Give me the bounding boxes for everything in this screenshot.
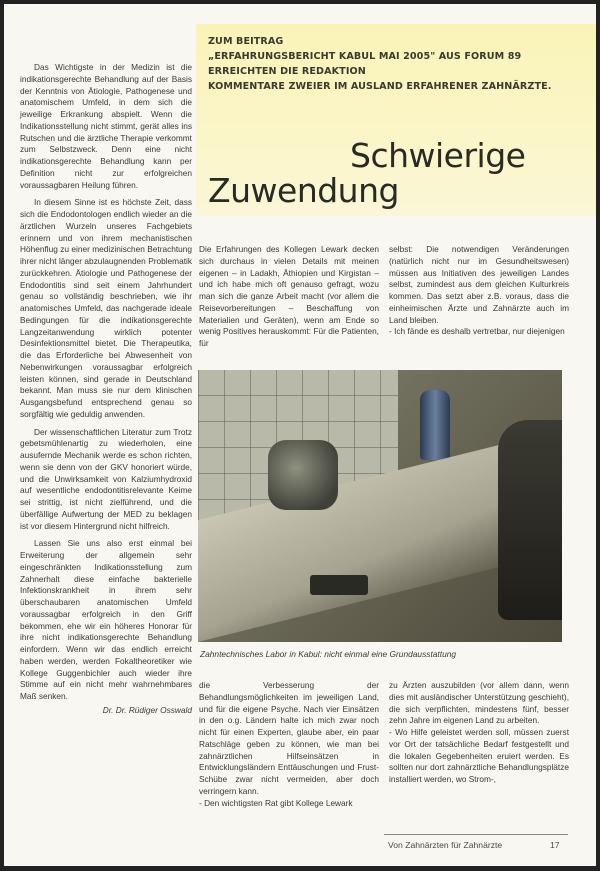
lathe-machine <box>268 440 338 510</box>
bottom-right-column <box>389 680 569 786</box>
headline-line-1: Schwierige <box>350 136 526 175</box>
middle-left-column <box>199 244 379 350</box>
magazine-page <box>4 4 596 866</box>
headline-line-2: Zuwendung <box>208 171 399 210</box>
page-number: 17 <box>550 840 560 850</box>
paragraph: Der wissenschaftlichen Literatur zum Trotz gebetsmühlenartig zu wiederholen, eine ausufernde Mechanik werde es schon richten, wenn sie denn von der GKV honoriert würde, und die Unwirksamkeit von Kalziumhydroxid auf wesentliche endodontitisrelevante Keime sei strittig, ist nicht zielführend, und die überfällige Aufwertung der MED zu beklagen ist vor diesem Hintergrund nicht hilfreich. <box>20 426 192 531</box>
paragraph: zu Ärzten auszubilden (vor allem dann, wenn dies mit ausländischer Unterstützung geschieht), die sich verpflichten, mindestens fünf, besser zehn Jahre im eigenen Land zu arbeiten. - Wo Hilfe geleistet werden soll, müssen zuerst vor Ort der tatsächliche Bedarf festgestellt und die lokalen Gegebenheiten eruiert werden. Es sollten nur dort zahnärztliche Behandlungsplätze installiert werden, wo Strom-, <box>389 680 569 784</box>
paragraph: Lassen Sie uns also erst einmal bei Erweiterung der allgemein sehr eingeschränkten Indikationsstellung zum Zahnerhalt diese einfache bakterielle Infektionskrankheit in ihrem sehr überschaubaren anatomischen Umfeld voraussagbar erfolgreich in den Griff bekommen, ehe wir ein höheres Honorar für ihre nicht indikationsgerechte Behandlung einfordern. Wenn wir das endlich erreicht haben werden, werden Fokaltheoretiker wie Kollege Guggenbichler auch wieder ihre Stimme auf ein nicht mehr wahrnehmbares Maß senken. <box>20 538 192 701</box>
paragraph: In diesem Sinne ist es höchste Zeit, dass sich die Endodontologen endlich wieder an die ärztlichen Wurzeln unseres Fachgebiets erinnern und von ihrem mechanistischen Höhenflug zu einer medizinischen Betrachtung ihrer nicht länger abzulaugnenden Problematik zurückkehren. Ätiologie und Pathogenese der Endodontitis sind seit einem Jahrhundert genau so vollständig beschrieben, wie ihr anatomisches Umfeld, das nachgerade ideale Bedingungen für die indikationsgerechte Langzeitanwendung wirklich potenter Desinfektionsmittel bietet. Die Therapeutika, die das Erforderliche bei Abwesenheit von Nebenwirkungen voraussagbar erfolgreich leisten können, sind gerade in Deutschland bekannt. Man muss sie nur dem klinischen Ausgangsbefund entsprechend genau so sorgfältig wie geduldig anwenden. <box>20 197 192 419</box>
footer-text: Von Zahnärzten für Zahnärzte <box>388 840 503 850</box>
intro-line: „ERFAHRUNGSBERICHT KABUL MAI 2005" AUS FORUM 89 <box>208 51 522 62</box>
intro-line: ZUM BEITRAG <box>208 36 284 47</box>
middle-right-column <box>389 244 569 338</box>
bottom-left-column <box>199 680 379 809</box>
paragraph: Die Erfahrungen des Kollegen Lewark decken sich durchaus in vielen Details mit meinen eigenen – in Ladakh, Äthiopien und Kirgistan – und ich habe mich oft genauso gefragt, wozu man sich die ganze Arbeit macht (vor allem die Reisevorbereitungen – Beschaffung von Materialien und Geräten), wenn am Ende so wenig Positives herauskommt: Für die Patienten, für <box>199 244 379 348</box>
intro-line: KOMMENTARE ZWEIER IM AUSLAND ERFAHRENER ZAHNÄRZTE. <box>208 81 552 92</box>
paragraph: die Verbesserung der Behandlungsmöglichkeiten im jeweiligen Land, und für die eigene Psyche. Nach vier Einsätzen in den o.g. Ländern halte ich mich zwar noch nicht für einen Experten, glaube aber, ein paar Ratschläge geben zu können, wie man bei zahnärztlichen Hilfseinsätzen in Entwicklungsländern Enttäuschungen und Frust-Schübe zwar nicht vermeiden, aber doch verringern kann. - Den wichtigsten Rat gibt Kollege Lewark <box>199 680 379 808</box>
gas-bottle <box>420 390 450 460</box>
paragraph: Das Wichtigste in der Medizin ist die indikationsgerechte Behandlung auf der Basis der Kenntnis von Ätiologie, Pathogenese und anatomischem Umfeld, in dem sich die jeweilige Erkrankung abspielt. Wenn die Indikationsstellung nicht stimmt, gerät alles ins Rutschen und die ärztliche Therapie verkommt zum Selbstzweck. Denn eine nicht indikationsgerechte Behandlung kann per Definition nicht zur erfolgreichen voraussagbaren Heilung führen. <box>20 62 192 190</box>
footer-rule <box>384 834 568 835</box>
tool-block <box>310 575 368 595</box>
intro-line: ERREICHTEN DIE REDAKTION <box>208 66 366 77</box>
person-silhouette <box>498 420 562 620</box>
article-intro <box>208 34 588 94</box>
photo-caption: Zahntechnisches Labor in Kabul: nicht einmal eine Grundausstattung <box>200 649 457 659</box>
left-column <box>20 62 192 717</box>
lab-photo <box>198 370 562 642</box>
author-signature: Dr. Dr. Rüdiger Osswald <box>102 704 192 715</box>
paragraph: selbst: Die notwendigen Veränderungen (natürlich nicht nur im Gesundheitswesen) müssen aus Initiativen des jeweiligen Landes selbst, zumindest aus dem gleichen Kulturkreis kommen. Das setzt aber z.B. voraus, dass die einheimischen Ärzte und Zahnärzte auch im Land bleiben. - Ich fände es deshalb vertretbar, nur diejenigen <box>389 244 569 337</box>
